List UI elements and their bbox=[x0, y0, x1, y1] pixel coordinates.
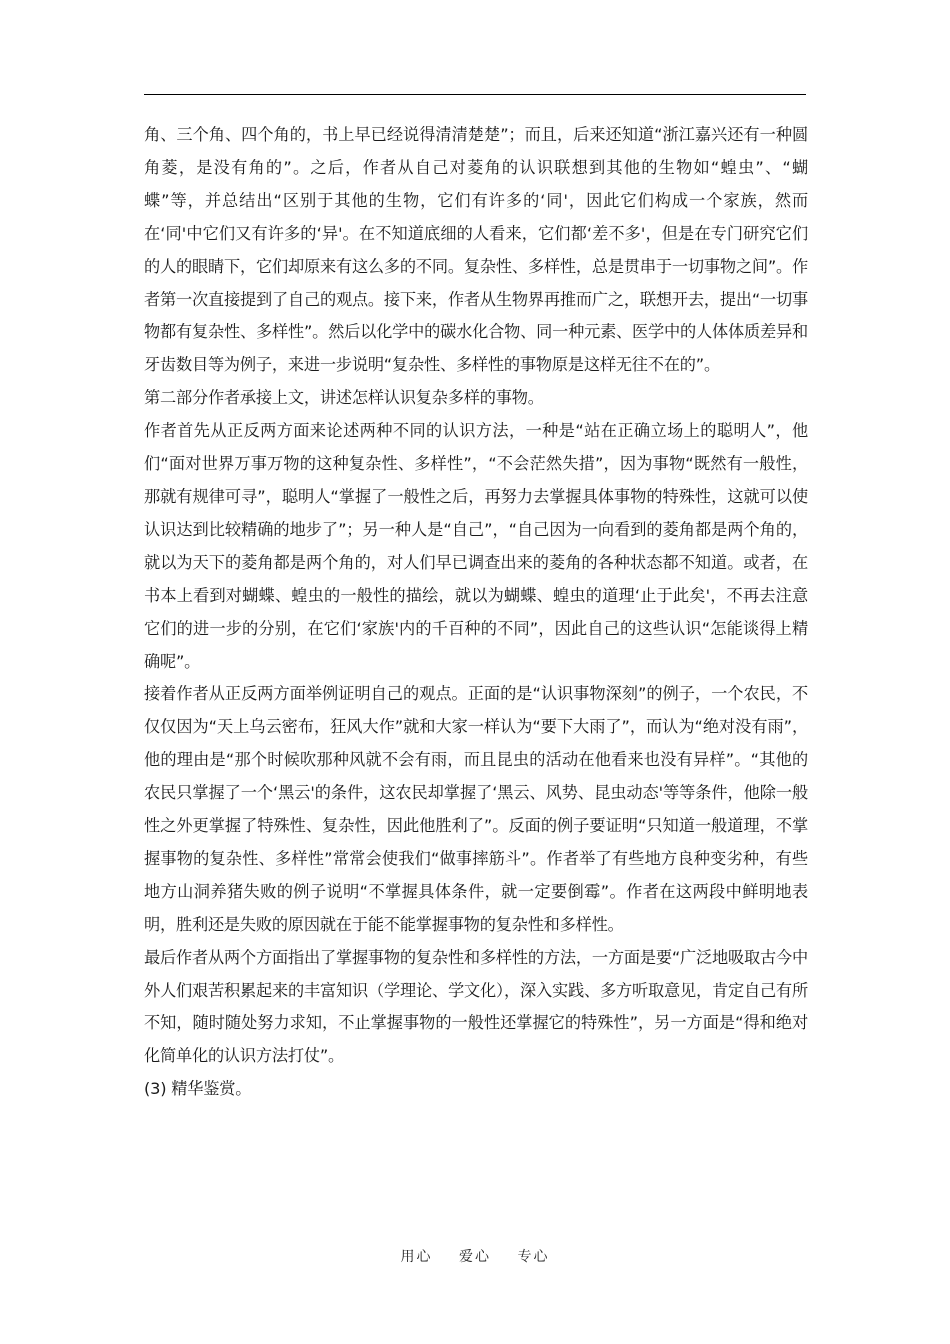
paragraph: 最后作者从两个方面指出了掌握事物的复杂性和多样性的方法，一方面是要“广泛地吸取古今中外人们艰苦积累起来的丰富知识（学理论、学文化），深入实践、多方听取意见，肯定自己有所不知，随时随处努力求知，不止掌握事物的一般性还掌握它的特殊性”，另一方面是“得和绝对化简单化的认识方法打仗”。 bbox=[144, 947, 808, 1066]
page-footer bbox=[0, 1246, 950, 1266]
section-heading: (3) 精华鉴赏。 bbox=[144, 1079, 252, 1099]
document-body bbox=[144, 119, 808, 1106]
paragraph: 接着作者从正反两方面举例证明自己的观点。正面的是“认识事物深刻”的例子，一个农民，不仅仅因为“天上乌云密布，狂风大作”就和大家一样认为“要下大雨了”，而认为“绝对没有雨”，他的理由是“那个时候吹那种风就不会有雨，而且昆虫的活动在他看来也没有异样”。“其他的农民只掌握了一个‘黑云'的条件，这农民却掌握了‘黑云、风势、昆虫动态'等等条件，他除一般性之外更掌握了特殊性、复杂性，因此他胜利了”。反面的例子要证明“只知道一般道理，不掌握事物的复杂性、多样性”常常会使我们“做事摔筋斗”。作者举了有些地方良种变劣种，有些地方山洞养猪失败的例子说明“不掌握具体条件，就一定要倒霉”。作者在这两段中鲜明地表明，胜利还是失败的原因就在于能不能掌握事物的复杂性和多样性。 bbox=[144, 684, 808, 934]
paragraph: 作者首先从正反两方面来论述两种不同的认识方法，一种是“站在正确立场上的聪明人”，他们“面对世界万事万物的这种复杂性、多样性”，“不会茫然失措”，因为事物“既然有一般性，那就有规律可寻”，聪明人“掌握了一般性之后，再努力去掌握具体事物的特殊性，这就可以使认识达到比较精确的地步了”；另一种人是“自己”，“自己因为一向看到的菱角都是两个角的，就以为天下的菱角都是两个角的，对人们早已调查出来的菱角的各种状态都不知道。或者，在书本上看到对蝴蝶、蝗虫的一般性的描绘，就以为蝴蝶、蝗虫的道理‘止于此矣'，不再去注意它们的进一步的分别，在它们‘家族'内的千百种的不同”，因此自己的这些认识“怎能谈得上精确呢”。 bbox=[144, 421, 808, 671]
footer-item: 专心 bbox=[517, 1249, 550, 1265]
footer-item: 爱心 bbox=[459, 1249, 491, 1265]
footer-item: 用心 bbox=[400, 1249, 433, 1265]
header-rule bbox=[144, 94, 806, 95]
paragraph: 第二部分作者承接上文，讲述怎样认识复杂多样的事物。 bbox=[144, 388, 544, 408]
paragraph: 角、三个角、四个角的，书上早已经说得清清楚楚”；而且，后来还知道“浙江嘉兴还有一种圆角菱，是没有角的”。之后，作者从自己对菱角的认识联想到其他的生物如“蝗虫”、“蝴蝶”等，并总结出“区别于其他的生物，它们有许多的‘同'，因此它们构成一个家族，然而在‘同'中它们又有许多的‘异'。在不知道底细的人看来，它们都‘差不多'，但是在专门研究它们的人的眼睛下，它们却原来有这么多的不同。复杂性、多样性，总是贯串于一切事物之间”。作者第一次直接提到了自己的观点。接下来，作者从生物界再推而广之，联想开去，提出“一切事物都有复杂性、多样性”。然后以化学中的碳水化合物、同一种元素、医学中的人体体质差异和牙齿数目等为例子，来进一步说明“复杂性、多样性的事物原是这样无往不在的”。 bbox=[144, 125, 808, 375]
